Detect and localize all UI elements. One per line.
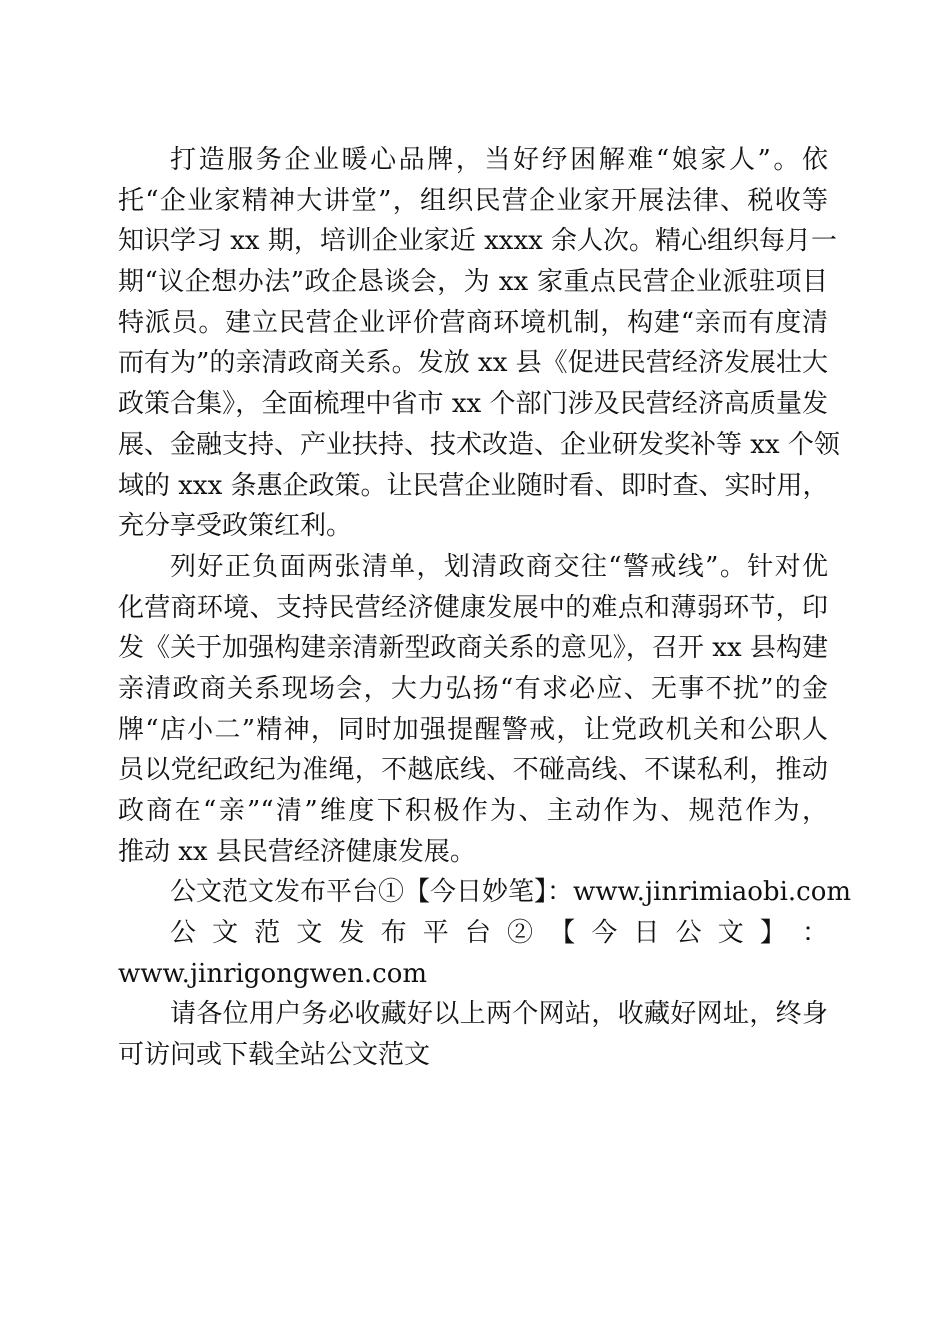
paragraph-two-lists — [118, 547, 828, 873]
text-line: 亲清政商关系现场会，大力弘扬“有求必应、无事不扰”的金 — [118, 673, 828, 704]
text-line: 而有为”的亲清政商关系。发放 xx 县《促进民营经济发展壮大 — [118, 348, 828, 379]
platform-link-text: 公 文 范 文 发 布 平 台 ② 【 今 日 公 文 】 ： — [170, 918, 828, 949]
platform-url-text: www.jinrigongwen.com — [118, 958, 428, 989]
text-line: 展、金融支持、产业扶持、技术改造、企业研发奖补等 xx 个领 — [118, 429, 840, 460]
text-line: 列好正负面两张清单，划清政商交往“警戒线”。针对优 — [170, 551, 828, 582]
paragraph-service-brand — [118, 140, 840, 547]
text-line: 特派员。建立民营企业评价营商环境机制，构建“亲而有度清 — [118, 307, 828, 338]
text-line: 可访问或下载全站公文范文 — [118, 1040, 431, 1071]
text-line: 发《关于加强构建亲清新型政商关系的意见》，召开 xx 县构建 — [118, 633, 828, 664]
paragraph-platform-2 — [118, 913, 828, 994]
text-line: 域的 xxx 条惠企政策。让民营企业随时看、即时查、实时用， — [118, 470, 829, 501]
text-line: 员以党纪政纪为准绳，不越底线、不碰高线、不谋私利，推动 — [118, 755, 828, 786]
text-line: 期“议企想办法”政企恳谈会，为 xx 家重点民营企业派驻项目 — [118, 267, 828, 298]
text-line: 打造服务企业暖心品牌，当好纾困解难“娘家人”。依 — [170, 145, 828, 175]
platform-link-text: 公文范文发布平台①【今日妙笔】：www.jinrimiaobi.com — [170, 877, 852, 908]
text-line: 充分享受政策红利。 — [118, 511, 353, 542]
text-line: 政商在“亲”“清”维度下积极作为、主动作为、规范作为， — [118, 796, 828, 826]
text-line: 政策合集》，全面梳理中省市 xx 个部门涉及民营经济高质量发 — [118, 389, 828, 420]
paragraph-bookmark-notice — [118, 994, 828, 1075]
text-line: 牌“店小二”精神，同时加强提醒警戒，让党政机关和公职人 — [118, 714, 828, 745]
text-line: 化营商环境、支持民营经济健康发展中的难点和薄弱环节，印 — [118, 592, 828, 623]
text-line: 请各位用户务必收藏好以上两个网站，收藏好网址，终身 — [170, 999, 828, 1030]
text-line: 知识学习 xx 期，培训企业家近 xxxx 余人次。精心组织每月一 — [118, 226, 838, 257]
text-line: 托“企业家精神大讲堂”，组织民营企业家开展法律、税收等 — [118, 185, 828, 216]
document-page — [118, 140, 852, 1076]
paragraph-platform-1 — [118, 872, 852, 913]
text-line: 推动 xx 县民营经济健康发展。 — [118, 836, 476, 867]
